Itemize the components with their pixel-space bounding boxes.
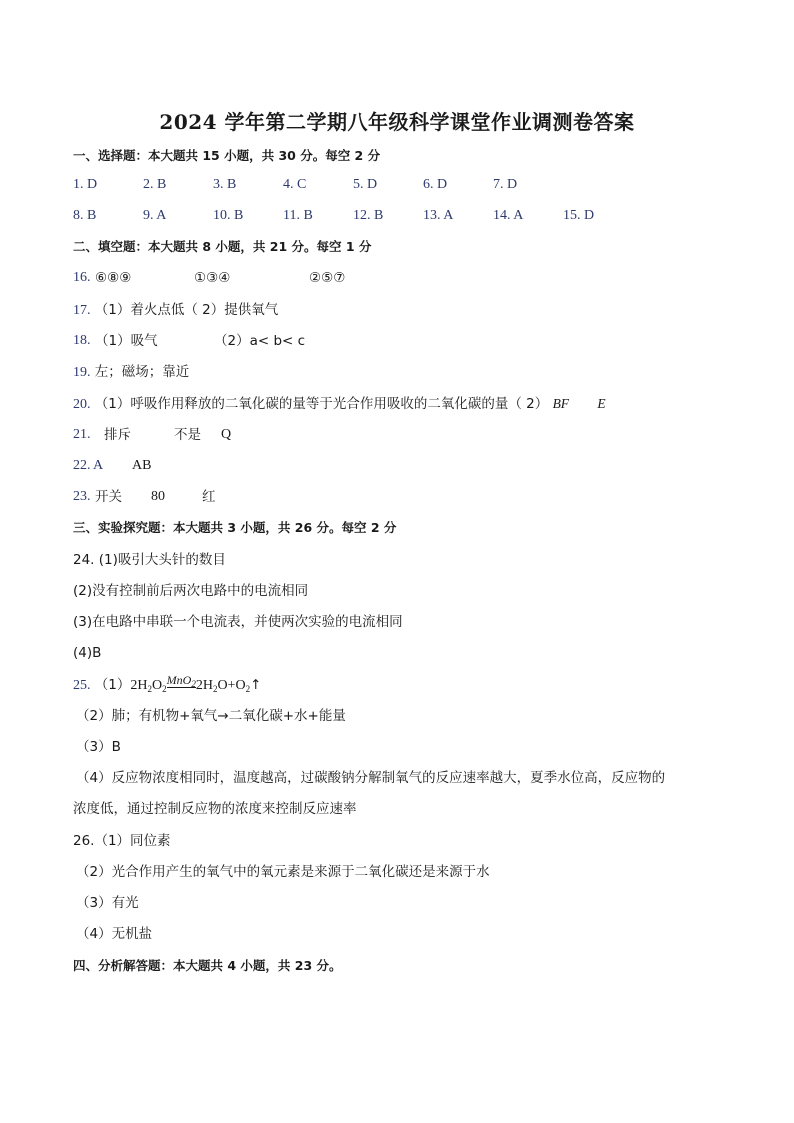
- equation-catalyst: MnO$_2$: [166, 673, 196, 689]
- choice-answers-row-1: [73, 176, 753, 194]
- question-number: 17.: [73, 303, 91, 318]
- answer-24-line-4: (4)B: [73, 645, 102, 661]
- page-title: 2024 学年第二学期八年级科学课堂作业调测卷答案: [159, 110, 635, 134]
- answer-20-bf: BF: [552, 396, 570, 411]
- section-heading-analysis: 四、分析解答题：本大题共 4 小题，共 23 分。: [73, 958, 342, 973]
- choice-answer: 13. A: [423, 208, 454, 223]
- choice-answer: 15. D: [563, 208, 595, 223]
- answer-18-part-a: （1）吸气: [95, 333, 158, 349]
- equation-reactant: $2H_2O_2$: [130, 678, 167, 694]
- answer-25-part-label: （1）: [94, 677, 131, 693]
- answer-26-line-1: 26.（1）同位素: [73, 833, 171, 849]
- answer-21-part-c: Q: [221, 427, 232, 442]
- question-number: 16.: [73, 270, 91, 285]
- choice-answer: 4. C: [283, 177, 307, 192]
- choice-answer: 9. A: [143, 208, 167, 223]
- answer-25-line-5: 浓度低，通过控制反应物的浓度来控制反应速率: [73, 801, 357, 817]
- answer-20-text: （1）呼吸作用释放的二氧化碳的量等于光合作用吸收的二氧化碳的量（ 2）: [94, 396, 549, 412]
- equation-products: $2H_2O+O_2$: [195, 678, 251, 694]
- choice-answer: 2. B: [143, 177, 167, 192]
- choice-answer: 10. B: [213, 208, 244, 223]
- answer-25-equation: [73, 673, 262, 698]
- section-heading-fill: 二、填空题：本大题共 8 小题，共 21 分。每空 1 分: [73, 239, 372, 254]
- answer-16-part-b: ①③④: [194, 270, 231, 286]
- answer-24-line-1: 24. (1)吸引大头针的数目: [73, 552, 226, 568]
- answer-16-part-c: ②⑤⑦: [309, 270, 346, 286]
- answer-16: [73, 269, 753, 287]
- choice-answer: 1. D: [73, 177, 98, 192]
- answer-18-part-b: （2）a< b< c: [214, 333, 306, 349]
- answer-21-part-b: 不是: [174, 427, 201, 443]
- choice-answer: 7. D: [493, 177, 518, 192]
- section-heading-choice: 一、选择题：本大题共 15 小题，共 30 分。每空 2 分: [73, 148, 381, 163]
- choice-answer: 6. D: [423, 177, 448, 192]
- choice-answers-row-2: [73, 207, 753, 225]
- answer-20-e: E: [597, 396, 606, 411]
- answer-16-part-a: ⑥⑧⑨: [95, 270, 132, 286]
- question-number: 21.: [73, 427, 91, 442]
- question-number: 23.: [73, 489, 91, 504]
- answer-19: [73, 363, 189, 382]
- gas-arrow-icon: ↑: [250, 677, 262, 693]
- answer-23-part-b: 80: [151, 489, 165, 504]
- answer-17-text: （1）着火点低（ 2）提供氧气: [94, 302, 279, 318]
- answer-24-line-2: (2)没有控制前后两次电路中的电流相同: [73, 583, 309, 599]
- answer-23: [73, 488, 753, 506]
- question-number: 22.: [73, 458, 91, 473]
- answer-21: [73, 426, 753, 444]
- choice-answer: 8. B: [73, 208, 97, 223]
- answer-25-line-2: （2）肺；有机物+氧气→二氧化碳+水+能量: [76, 708, 346, 724]
- choice-answer: 12. B: [353, 208, 384, 223]
- answer-22-part-a: A: [93, 458, 104, 473]
- answer-26-line-3: （3）有光: [76, 895, 139, 911]
- answer-21-part-a: 排斥: [104, 427, 131, 443]
- answer-17: [73, 301, 278, 320]
- answer-25-line-3: （3）B: [76, 739, 121, 755]
- question-number: 20.: [73, 397, 91, 412]
- section-heading-experiment: 三、实验探究题：本大题共 3 小题，共 26 分。每空 2 分: [73, 520, 397, 535]
- question-number: 19.: [73, 365, 91, 380]
- answer-18: [73, 332, 753, 350]
- choice-answer: 14. A: [493, 208, 524, 223]
- question-number: 18.: [73, 333, 91, 348]
- answer-23-part-c: 红: [202, 489, 216, 505]
- answer-25-line-4: （4）反应物浓度相同时，温度越高，过碳酸钠分解制氧气的反应速率越大，夏季水位高，反应物的: [76, 770, 666, 786]
- answer-20: [73, 395, 606, 414]
- answer-22-part-b: AB: [132, 458, 152, 473]
- answer-24-line-3: (3)在电路中串联一个电流表，并使两次实验的电流相同: [73, 614, 403, 630]
- answer-26-line-2: （2）光合作用产生的氧气中的氧元素是来源于二氧化碳还是来源于水: [76, 864, 490, 880]
- question-number: 25.: [73, 678, 91, 693]
- answer-23-part-a: 开关: [95, 489, 122, 505]
- choice-answer: 5. D: [353, 177, 378, 192]
- answer-22: [73, 457, 753, 475]
- choice-answer: 11. B: [283, 208, 313, 223]
- answer-19-text: 左；磁场；靠近: [94, 364, 190, 380]
- choice-answer: 3. B: [213, 177, 237, 192]
- answer-26-line-4: （4）无机盐: [76, 926, 153, 942]
